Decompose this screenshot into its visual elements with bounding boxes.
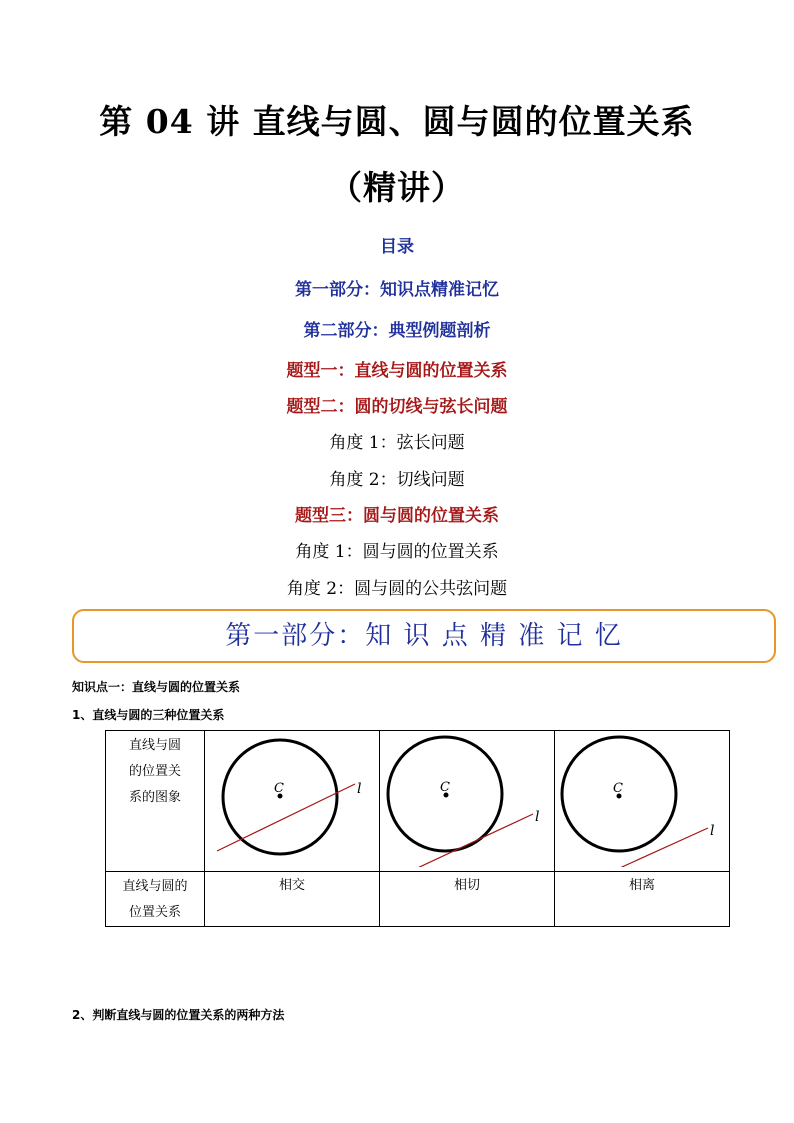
toc-item-type2-angle1[interactable]: 角度 1：弦长问题 — [329, 433, 465, 453]
line-label: l — [710, 823, 715, 839]
relation-intersect: 相交 — [205, 872, 380, 927]
line-label: l — [535, 809, 540, 825]
center-label: C — [274, 781, 284, 796]
toc-item-part2[interactable]: 第二部分：典型例题剖析 — [303, 321, 491, 341]
center-label: C — [440, 780, 450, 795]
page-title: 第 04 讲 直线与圆、圆与圆的位置关系 — [99, 102, 695, 141]
toc-item-part1[interactable]: 第一部分：知识点精准记忆 — [295, 280, 499, 300]
diagram-intersect-svg — [205, 731, 379, 867]
diagram-tangent-svg — [380, 731, 554, 867]
toc-item-type3-angle2[interactable]: 角度 2：圆与圆的公共弦问题 — [286, 579, 508, 599]
diagram-intersect — [205, 731, 380, 872]
toc-item-type2[interactable]: 题型二：圆的切线与弦长问题 — [286, 397, 508, 417]
table-header-diagram-text: 直线与圆的位置关系的图象 — [128, 738, 181, 805]
toc-item-type2-angle2[interactable]: 角度 2：切线问题 — [329, 470, 465, 490]
knowledge-point-heading: 知识点一：直线与圆的位置关系 — [72, 680, 241, 694]
table-header-relation — [106, 872, 205, 927]
diagram-separate-svg — [555, 731, 729, 867]
table-header-relation-text: 直线与圆的位置关系 — [122, 879, 188, 920]
center-label: C — [613, 781, 623, 796]
toc-heading: 目录 — [380, 237, 414, 257]
table-header-diagram — [106, 731, 205, 872]
section-banner: 第一部分：知 识 点 精 准 记 忆 — [72, 609, 776, 663]
relations-table — [105, 730, 730, 927]
subheading-three-relations: 1、直线与圆的三种位置关系 — [72, 708, 225, 722]
page-subtitle: （精讲） — [329, 168, 465, 207]
diagram-separate — [555, 731, 730, 872]
relation-tangent: 相切 — [380, 872, 555, 927]
toc-item-type3[interactable]: 题型三：圆与圆的位置关系 — [295, 506, 499, 526]
line-shape — [396, 814, 533, 867]
diagram-tangent — [380, 731, 555, 872]
toc-item-type1[interactable]: 题型一：直线与圆的位置关系 — [286, 361, 508, 381]
subheading-two-methods: 2、判断直线与圆的位置关系的两种方法 — [72, 1008, 285, 1022]
relation-separate: 相离 — [555, 872, 730, 927]
line-label: l — [357, 781, 362, 797]
toc-item-type3-angle1[interactable]: 角度 1：圆与圆的位置关系 — [295, 542, 499, 562]
